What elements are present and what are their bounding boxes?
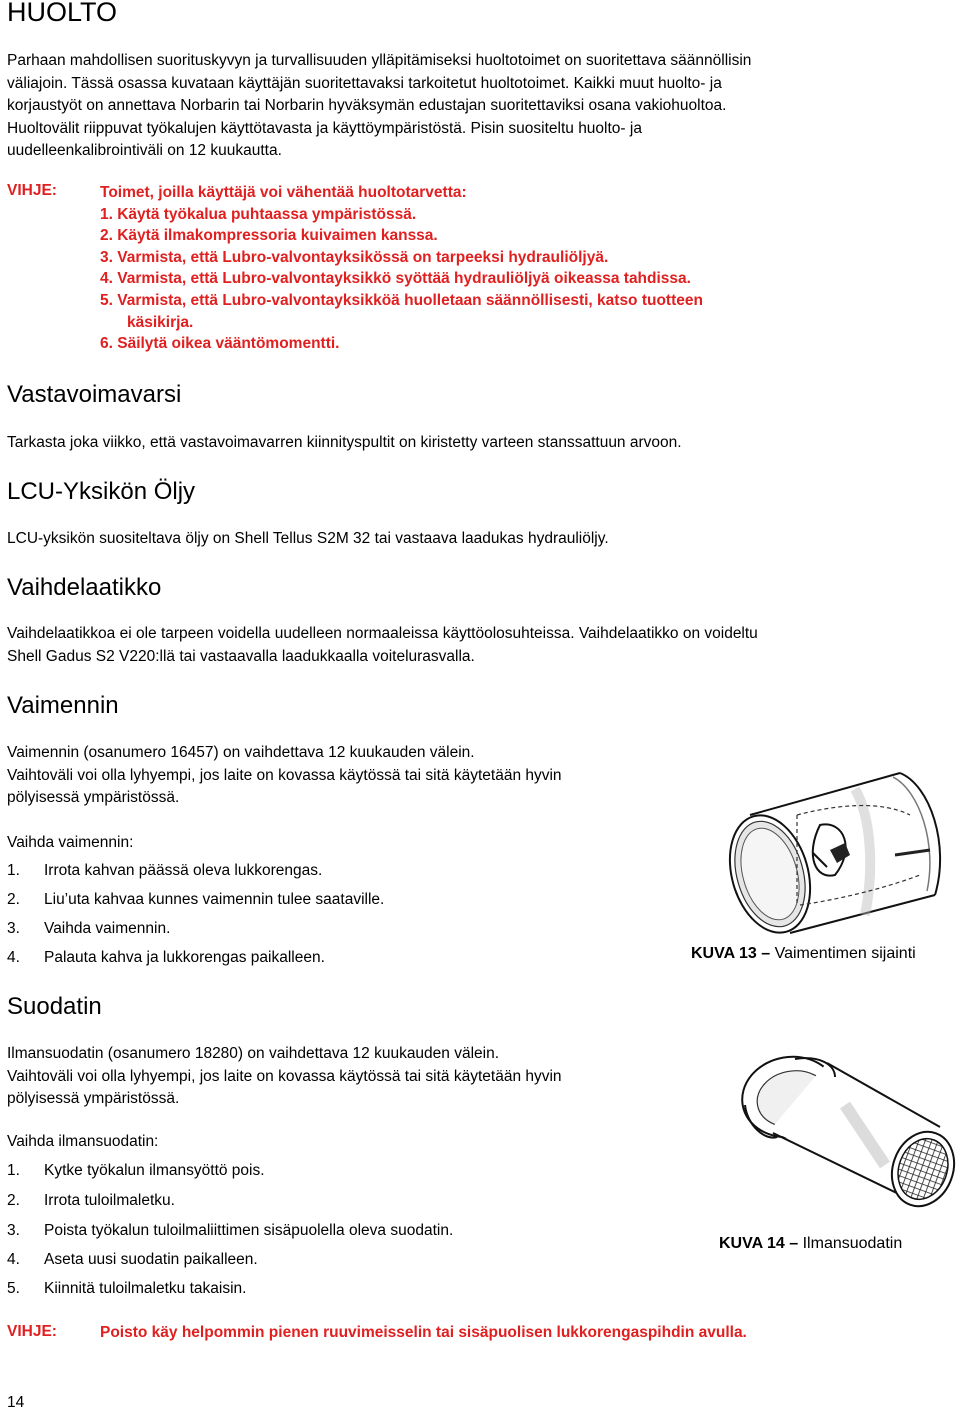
vaimennin-step-num: 3. bbox=[7, 920, 20, 937]
suodatin-step-num: 3. bbox=[7, 1222, 20, 1239]
note-item: 6. Säilytä oikea vääntömomentti. bbox=[100, 335, 340, 353]
air-filter-figure bbox=[735, 1045, 960, 1215]
vaimennin-step-num: 1. bbox=[7, 862, 20, 879]
section-heading-lcu: LCU-Yksikön Öljy bbox=[7, 478, 196, 505]
note-text: Poisto käy helpommin pienen ruuvimeisselin tai sisäpuolisen lukkorengaspihdin avulla. bbox=[100, 1324, 747, 1341]
vaimennin-text bbox=[7, 742, 697, 810]
section-heading-vaimennin: Vaimennin bbox=[7, 692, 119, 719]
page-number: 14 bbox=[7, 1394, 25, 1411]
suodatin-step-num: 4. bbox=[7, 1251, 20, 1268]
section-heading-vaihdelaatikko: Vaihdelaatikko bbox=[7, 574, 162, 601]
vaihdelaatikko-text bbox=[7, 623, 957, 668]
note-label: VIHJE: bbox=[7, 1323, 57, 1340]
note-heading: Toimet, joilla käyttäjä voi vähentää huoltotarvetta: bbox=[100, 184, 467, 201]
suodatin-step-text: Kiinnitä tuloilmaletku takaisin. bbox=[44, 1280, 247, 1297]
figure-14-label: KUVA 14 bbox=[719, 1235, 785, 1252]
intro-line: Parhaan mahdollisen suorituskyvyn ja turvallisuuden ylläpitämiseksi huoltotoimet on suoritettava säännöllisin bbox=[7, 52, 752, 69]
figure-13-caption bbox=[691, 944, 916, 964]
suodatin-line: Ilmansuodatin (osanumero 18280) on vaihdettava 12 kuukauden välein. bbox=[7, 1045, 500, 1062]
note-item: 4. Varmista, että Lubro-valvontayksikkö syöttää hydrauliöljyä oikeassa tahdissa. bbox=[100, 270, 691, 288]
suodatin-line: Vaihtoväli voi olla lyhyempi, jos laite on kovassa käytössä tai sitä käytetään hyvin bbox=[7, 1067, 562, 1085]
note-item: 5. Varmista, että Lubro-valvontayksikköä huolletaan säännöllisesti, katso tuotteen bbox=[100, 291, 703, 309]
vaimennin-step-text: Liu’uta kahvaa kunnes vaimennin tulee saataville. bbox=[44, 891, 385, 908]
intro-line: uudelleenkalibrointiväli on 12 kuukautta. bbox=[7, 142, 282, 159]
caption-dash: – bbox=[761, 945, 771, 962]
note-list bbox=[100, 182, 950, 355]
intro-line: korjaustyöt on annettava Norbarin tai Norbarin hyväksymän edustajan suoritettaviksi osana vakiohuoltoa. bbox=[7, 97, 727, 114]
vaimennin-steps-title: Vaihda vaimennin: bbox=[7, 834, 134, 851]
note-item: 3. Varmista, että Lubro-valvontayksikössä on tarpeeksi hydrauliöljyä. bbox=[100, 248, 609, 266]
vaihdelaatikko-line: Vaihdelaatikkoa ei ole tarpeen voidella uudelleen normaaleissa käyttöolosuhteissa. Vaihdelaatikko on voideltu bbox=[7, 625, 758, 642]
suodatin-step-num: 2. bbox=[7, 1192, 20, 1209]
vaimennin-line: pölyisessä ympäristössä. bbox=[7, 789, 180, 806]
suodatin-step-text: Aseta uusi suodatin paikalleen. bbox=[44, 1251, 258, 1268]
suodatin-line: pölyisessä ympäristössä. bbox=[7, 1090, 180, 1107]
section-heading-suodatin: Suodatin bbox=[7, 993, 102, 1020]
figure-13-label: KUVA 13 bbox=[691, 945, 757, 962]
vaimennin-step-text: Palauta kahva ja lukkorengas paikalleen. bbox=[44, 949, 325, 966]
figure-14-title: Ilmansuodatin bbox=[802, 1235, 903, 1252]
suodatin-step-num: 1. bbox=[7, 1162, 20, 1179]
page-title: HUOLTO bbox=[7, 0, 118, 27]
intro-line: Huoltovälit riippuvat työkalujen käyttötavasta ja käyttöympäristöstä. Pisin suositeltu huolto- ja bbox=[7, 119, 642, 137]
vaimennin-line: Vaimennin (osanumero 16457) on vaihdettava 12 kuukauden välein. bbox=[7, 744, 475, 761]
vaimennin-step-num: 2. bbox=[7, 891, 20, 908]
suodatin-step-text: Poista työkalun tuloilmaliittimen sisäpuolella oleva suodatin. bbox=[44, 1222, 454, 1239]
vaimennin-line: Vaihtoväli voi olla lyhyempi, jos laite on kovassa käytössä tai sitä käytetään hyvin bbox=[7, 766, 562, 784]
suodatin-step-num: 5. bbox=[7, 1280, 20, 1297]
caption-dash: – bbox=[789, 1235, 799, 1252]
suodatin-text bbox=[7, 1043, 697, 1111]
section-heading-vastavoimavarsi: Vastavoimavarsi bbox=[7, 381, 182, 408]
intro-line: väliajoin. Tässä osassa kuvataan käyttäjän suoritettavaksi tarkoitetut huoltotoimet. Kaikki muut huolto- ja bbox=[7, 74, 722, 92]
vaimennin-step-text: Irrota kahvan päässä oleva lukkorengas. bbox=[44, 862, 323, 879]
note-item: 1. Käytä työkalua puhtaassa ympäristössä. bbox=[100, 205, 417, 223]
figure-13-title: Vaimentimen sijainti bbox=[774, 945, 916, 962]
intro-paragraph bbox=[7, 50, 957, 163]
figure-14-caption bbox=[719, 1234, 902, 1254]
note-item-continued: käsikirja. bbox=[127, 313, 194, 331]
vaimennin-step-num: 4. bbox=[7, 949, 20, 966]
lcu-text: LCU-yksikön suositeltava öljy on Shell Tellus S2M 32 tai vastaava laadukas hydrauliöljy. bbox=[7, 530, 609, 547]
note-label: VIHJE: bbox=[7, 182, 57, 199]
suodatin-steps-title: Vaihda ilmansuodatin: bbox=[7, 1133, 159, 1150]
note-item: 2. Käytä ilmakompressoria kuivaimen kanssa. bbox=[100, 227, 438, 245]
vaihdelaatikko-line: Shell Gadus S2 V220:llä tai vastaavalla laadukkaalla voitelurasvalla. bbox=[7, 647, 475, 665]
suodatin-step-text: Irrota tuloilmaletku. bbox=[44, 1192, 175, 1209]
vastavoimavarsi-text: Tarkasta joka viikko, että vastavoimavarren kiinnityspultit on kiristetty varteen stanssattuun arvoon. bbox=[7, 434, 682, 451]
silencer-figure bbox=[705, 755, 955, 935]
suodatin-step-text: Kytke työkalun ilmansyöttö pois. bbox=[44, 1162, 265, 1179]
vaimennin-step-text: Vaihda vaimennin. bbox=[44, 920, 171, 937]
